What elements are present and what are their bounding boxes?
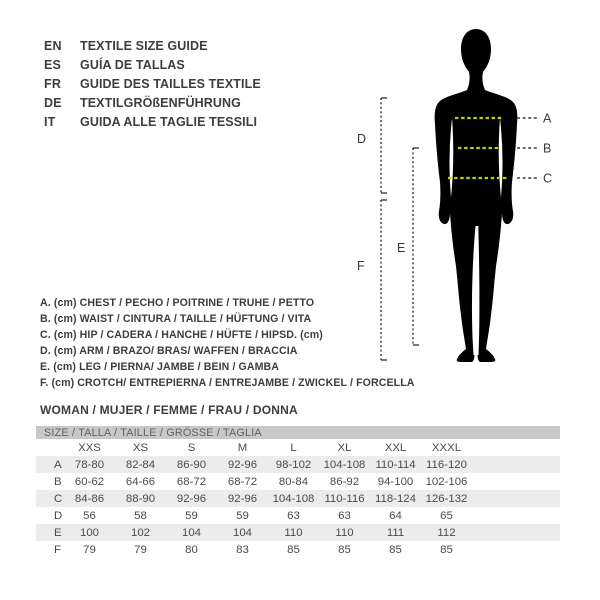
label-chest-a: A xyxy=(543,111,552,126)
filler-cell xyxy=(472,541,560,558)
cell: 60-62 xyxy=(74,475,105,488)
language-code: FR xyxy=(44,76,62,91)
corner-cell xyxy=(36,439,64,456)
row-label: F xyxy=(54,543,61,556)
table-header-title: SIZE / TALLA / TAILLE / GRÖSSE / TAGLIA xyxy=(36,426,560,439)
cell: 80 xyxy=(185,543,198,556)
cell: 102 xyxy=(130,526,150,539)
size-col-xs: XS xyxy=(132,441,149,454)
size-col-xxs: XXS xyxy=(78,441,101,454)
measurement-hip: C. (cm) HIP / CADERA / HANCHE / HÜFTE / HIPSD. (cm) xyxy=(40,329,323,341)
cell: 104 xyxy=(232,526,252,539)
cell: 58 xyxy=(134,509,147,522)
cell: 110 xyxy=(335,526,354,539)
language-code: IT xyxy=(44,114,56,129)
cell: 59 xyxy=(236,509,249,522)
cell: 104-108 xyxy=(272,492,315,505)
cell: 92-96 xyxy=(227,492,258,505)
language-row xyxy=(44,93,261,112)
cell: 85 xyxy=(440,543,453,556)
table-row-arm xyxy=(36,507,560,524)
size-col-xl: XL xyxy=(337,441,352,454)
label-crotch-f: F xyxy=(357,259,365,273)
cell: 85 xyxy=(338,543,351,556)
cell: 98-102 xyxy=(275,458,312,471)
cell: 56 xyxy=(83,509,96,522)
cell: 82-84 xyxy=(125,458,156,471)
language-title-list xyxy=(44,36,261,131)
table-header-bar xyxy=(36,426,560,439)
language-code: DE xyxy=(44,95,62,110)
cell: 104-108 xyxy=(323,458,366,471)
label-leg-e: E xyxy=(397,241,406,255)
cell: 79 xyxy=(83,543,96,556)
arm-gap-left xyxy=(449,118,453,198)
size-col-s: S xyxy=(187,441,196,454)
label-arm-d: D xyxy=(357,132,367,146)
cell: 116-120 xyxy=(426,458,467,471)
leg-gap xyxy=(472,226,479,355)
cell: 102-106 xyxy=(425,475,468,488)
cell: 110-114 xyxy=(375,458,416,471)
cell: 78-80 xyxy=(74,458,105,471)
measurement-legend xyxy=(40,295,415,391)
guide-title: GUÍA DE TALLAS xyxy=(80,57,185,72)
language-code: EN xyxy=(44,38,62,53)
cell: 86-92 xyxy=(329,475,360,488)
cell: 110-116 xyxy=(324,492,365,505)
cell: 92-96 xyxy=(227,458,258,471)
guide-title: TEXTILE SIZE GUIDE xyxy=(80,38,208,53)
size-table xyxy=(36,426,560,558)
filler-cell xyxy=(472,473,560,490)
cell: 64 xyxy=(389,509,402,522)
cell: 104 xyxy=(181,526,201,539)
size-header-row xyxy=(36,439,560,456)
cell: 79 xyxy=(134,543,147,556)
table-row-waist xyxy=(36,473,560,490)
cell: 118-124 xyxy=(375,492,416,505)
cell: 63 xyxy=(338,509,351,522)
row-label: E xyxy=(54,526,62,539)
row-label: D xyxy=(54,509,63,522)
cell: 65 xyxy=(440,509,453,522)
language-code: ES xyxy=(44,57,62,72)
filler-cell xyxy=(472,507,560,524)
measurement-crotch: F. (cm) CROTCH/ ENTREPIERNA / ENTREJAMBE / ZWICKEL / FORCELLA xyxy=(40,377,415,389)
measurement-chest: A. (cm) CHEST / PECHO / POITRINE / TRUHE / PETTO xyxy=(40,297,315,309)
filler-cell xyxy=(472,524,560,541)
cell: 85 xyxy=(389,543,402,556)
table-row-hip xyxy=(36,490,560,507)
cell: 94-100 xyxy=(377,475,414,488)
cell: 126-132 xyxy=(425,492,468,505)
row-label: C xyxy=(54,492,63,505)
guide-title: TEXTILGRÖßENFÜHRUNG xyxy=(80,95,241,110)
filler-cell xyxy=(472,439,560,456)
language-row xyxy=(44,74,261,93)
cell: 83 xyxy=(236,543,249,556)
cell: 85 xyxy=(287,543,300,556)
size-col-l: L xyxy=(290,441,297,454)
measurement-arm: D. (cm) ARM / BRAZO/ BRAS/ WAFFEN / BRACCIA xyxy=(40,345,298,357)
cell: 92-96 xyxy=(176,492,207,505)
size-col-m: M xyxy=(237,441,248,454)
row-label: A xyxy=(54,458,62,471)
cell: 86-90 xyxy=(176,458,207,471)
arm-gap-right xyxy=(499,118,503,198)
cell: 68-72 xyxy=(227,475,258,488)
cell: 112 xyxy=(437,526,456,539)
cell: 110 xyxy=(284,526,303,539)
cell: 64-66 xyxy=(125,475,156,488)
cell: 63 xyxy=(287,509,300,522)
measurement-waist: B. (cm) WAIST / CINTURA / TAILLE / HÜFTUNG / VITA xyxy=(40,313,312,325)
size-col-xxxl: XXXL xyxy=(431,441,462,454)
language-row xyxy=(44,36,261,55)
label-waist-b: B xyxy=(543,141,552,156)
language-row xyxy=(44,112,261,131)
woman-silhouette xyxy=(435,29,518,362)
row-label: B xyxy=(54,475,62,488)
guide-title: GUIDA ALLE TAGLIE TESSILI xyxy=(80,114,258,129)
cell: 100 xyxy=(79,526,99,539)
filler-cell xyxy=(472,456,560,473)
label-hip-c: C xyxy=(543,171,553,186)
cell: 68-72 xyxy=(176,475,207,488)
guide-title: GUIDE DES TAILLES TEXTILE xyxy=(80,76,261,91)
cell: 111 xyxy=(386,526,405,539)
table-row-leg xyxy=(36,524,560,541)
size-col-xxl: XXL xyxy=(384,441,407,454)
cell: 80-84 xyxy=(278,475,309,488)
language-row xyxy=(44,55,261,74)
table-row-chest xyxy=(36,456,560,473)
measurement-leg: E. (cm) LEG / PIERNA/ JAMBE / BEIN / GAMBA xyxy=(40,361,280,373)
cell: 84-86 xyxy=(74,492,105,505)
section-title-woman: WOMAN / MUJER / FEMME / FRAU / DONNA xyxy=(40,403,298,417)
table-row-crotch xyxy=(36,541,560,558)
cell: 88-90 xyxy=(125,492,156,505)
filler-cell xyxy=(472,490,560,507)
cell: 59 xyxy=(185,509,198,522)
